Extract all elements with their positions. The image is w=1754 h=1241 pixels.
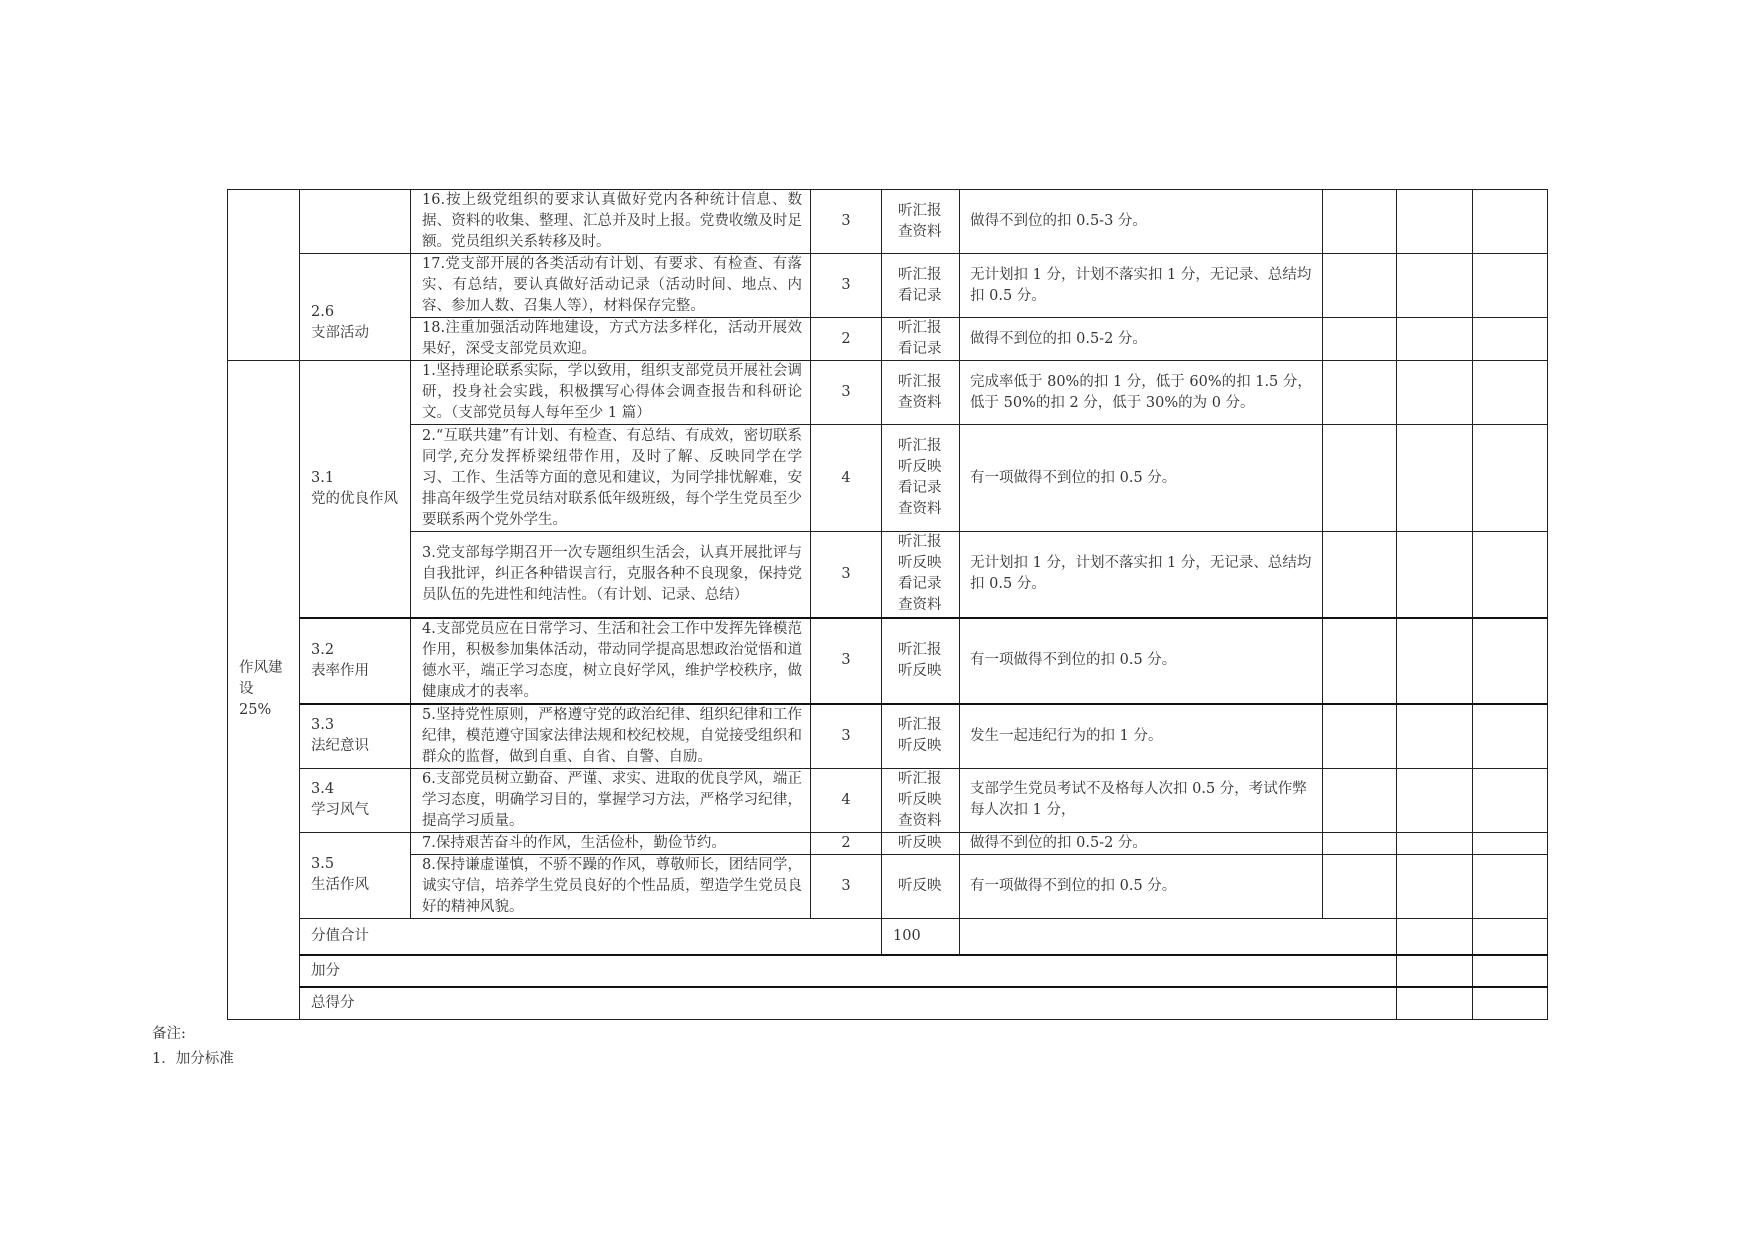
score-cell: 2 — [811, 832, 882, 854]
content-cell: 18.注重加强活动阵地建设，方式方法多样化，活动开展效果好，深受支部党员欢迎。 — [411, 318, 811, 361]
method-cell: 听汇报 看记录 — [882, 254, 960, 318]
total-label: 分值合计 — [300, 918, 882, 955]
subcategory-cell: 3.4 学习风气 — [300, 768, 411, 832]
content-cell: 8.保持谦虚谨慎，不骄不躁的作风，尊敬师长，团结同学，诚实守信，培养学生党员良好的个性品质，塑造学生党员良好的精神风貌。 — [411, 854, 811, 918]
score-blank-1 — [1397, 918, 1473, 955]
score-cell: 4 — [811, 425, 882, 532]
notes — [152, 1022, 234, 1072]
content-cell: 4.支部党员应在日常学习、生活和社会工作中发挥先锋模范作用，积极参加集体活动，带动同学提高思想政治觉悟和道德水平，端正学习态度，树立良好学风，维护学校秩序，做健康成才的表率。 — [411, 618, 811, 704]
standard-cell: 支部学生党员考试不及格每人次扣 0.5 分，考试作弊每人次扣 1 分， — [960, 768, 1323, 832]
content-cell: 17.党支部开展的各类活动有计划、有要求、有检查、有落实、有总结，要认真做好活动记录（活动时间、地点、内容、参加人数、召集人等），材料保存完整。 — [411, 254, 811, 318]
score-blank-1 — [1323, 532, 1397, 618]
score-cell: 3 — [811, 618, 882, 704]
score-blank-1 — [1323, 704, 1397, 769]
subcategory-cell: 3.3 法纪意识 — [300, 704, 411, 769]
method-cell: 听汇报 查资料 — [882, 361, 960, 425]
score-blank-3 — [1473, 425, 1548, 532]
standard-cell: 有一项做得不到位的扣 0.5 分。 — [960, 854, 1323, 918]
score-blank-2 — [1397, 318, 1473, 361]
score-cell: 3 — [811, 190, 882, 254]
score-cell: 2 — [811, 318, 882, 361]
table-row — [228, 254, 1548, 318]
score-blank-1 — [1323, 425, 1397, 532]
score-blank-3 — [1473, 832, 1548, 854]
notes-item: 1．加分标准 — [152, 1051, 234, 1067]
subcategory-cell: 2.6 支部活动 — [300, 254, 411, 361]
score-blank-1 — [1323, 854, 1397, 918]
sum-row — [228, 987, 1548, 1019]
score-cell: 3 — [811, 704, 882, 769]
table-row — [228, 768, 1548, 832]
table-row — [228, 190, 1548, 254]
score-blank-1 — [1323, 832, 1397, 854]
score-blank-2 — [1397, 361, 1473, 425]
content-cell: 16.按上级党组织的要求认真做好党内各种统计信息、数据、资料的收集、整理、汇总并及时上报。党费收缴及时足额。党员组织关系转移及时。 — [411, 190, 811, 254]
total-row — [228, 918, 1548, 955]
score-blank-1 — [1323, 318, 1397, 361]
score-blank-2 — [1473, 955, 1548, 987]
score-blank-2 — [1473, 918, 1548, 955]
standard-cell: 发生一起违纪行为的扣 1 分。 — [960, 704, 1323, 769]
score-cell: 3 — [811, 532, 882, 618]
score-blank-3 — [1473, 361, 1548, 425]
bonus-label: 加分 — [300, 955, 1397, 987]
method-cell: 听汇报 看记录 — [882, 318, 960, 361]
score-blank-1 — [1397, 955, 1473, 987]
score-cell: 3 — [811, 361, 882, 425]
content-cell: 7.保持艰苦奋斗的作风，生活俭朴，勤俭节约。 — [411, 832, 811, 854]
evaluation-table — [227, 189, 1548, 1020]
score-blank-2 — [1397, 704, 1473, 769]
score-blank-3 — [1473, 854, 1548, 918]
score-blank-1 — [1323, 618, 1397, 704]
content-cell: 6.支部党员树立勤奋、严谨、求实、进取的优良学风，端正学习态度，明确学习目的，掌握学习方法，严格学习纪律，提高学习质量。 — [411, 768, 811, 832]
subcategory-cell-empty — [300, 190, 411, 254]
content-cell: 1.坚持理论联系实际，学以致用，组织支部党员开展社会调研，投身社会实践，积极撰写心得体会调查报告和科研论文。（支部党员每人每年至少 1 篇） — [411, 361, 811, 425]
score-blank-3 — [1473, 768, 1548, 832]
method-cell: 听反映 — [882, 854, 960, 918]
total-value: 100 — [882, 918, 960, 955]
table-row — [228, 854, 1548, 918]
standard-cell: 做得不到位的扣 0.5-3 分。 — [960, 190, 1323, 254]
score-blank-3 — [1473, 318, 1548, 361]
score-blank-3 — [1473, 190, 1548, 254]
table-row — [228, 318, 1548, 361]
table-row — [228, 361, 1548, 425]
method-cell: 听汇报 听反映 查资料 — [882, 768, 960, 832]
score-blank-2 — [1397, 832, 1473, 854]
table-row — [228, 425, 1548, 532]
table-row — [228, 832, 1548, 854]
score-blank-2 — [1397, 254, 1473, 318]
score-blank-1 — [1323, 190, 1397, 254]
score-blank-2 — [1397, 425, 1473, 532]
table-row — [228, 704, 1548, 769]
score-blank-2 — [1473, 987, 1548, 1019]
score-cell: 3 — [811, 254, 882, 318]
method-cell: 听汇报 查资料 — [882, 190, 960, 254]
score-blank-2 — [1397, 618, 1473, 704]
method-cell: 听汇报 听反映 看记录 查资料 — [882, 532, 960, 618]
score-blank-2 — [1397, 532, 1473, 618]
score-blank-1 — [1323, 768, 1397, 832]
table-row — [228, 532, 1548, 618]
standard-cell: 无计划扣 1 分，计划不落实扣 1 分，无记录、总结均扣 0.5 分。 — [960, 254, 1323, 318]
category-cell-empty — [228, 190, 300, 361]
subcategory-cell: 3.2 表率作用 — [300, 618, 411, 704]
subcategory-cell: 3.1 党的优良作风 — [300, 361, 411, 618]
method-cell: 听反映 — [882, 832, 960, 854]
score-blank-3 — [1473, 532, 1548, 618]
content-cell: 2.“互联共建”有计划、有检查、有总结、有成效，密切联系同学,充分发挥桥梁纽带作用，及时了解、反映同学在学习、工作、生活等方面的意见和建议，为同学排忧解难，安排高年级学生党员结对联系低年级班级，每个学生党员至少要联系两个党外学生。 — [411, 425, 811, 532]
method-cell: 听汇报 听反映 — [882, 618, 960, 704]
standard-cell: 无计划扣 1 分，计划不落实扣 1 分，无记录、总结均扣 0.5 分。 — [960, 532, 1323, 618]
score-blank-3 — [1473, 704, 1548, 769]
standard-cell: 做得不到位的扣 0.5-2 分。 — [960, 318, 1323, 361]
standard-cell: 完成率低于 80%的扣 1 分，低于 60%的扣 1.5 分，低于 50%的扣 2 分，低于 30%的为 0 分。 — [960, 361, 1323, 425]
total-empty — [960, 918, 1397, 955]
standard-cell: 有一项做得不到位的扣 0.5 分。 — [960, 618, 1323, 704]
category-cell: 作风建设 25% — [228, 361, 300, 1020]
score-blank-3 — [1473, 254, 1548, 318]
standard-cell: 有一项做得不到位的扣 0.5 分。 — [960, 425, 1323, 532]
score-blank-2 — [1397, 854, 1473, 918]
score-cell: 4 — [811, 768, 882, 832]
method-cell: 听汇报 听反映 — [882, 704, 960, 769]
subcategory-cell: 3.5 生活作风 — [300, 832, 411, 918]
score-blank-1 — [1397, 987, 1473, 1019]
table-row — [228, 618, 1548, 704]
content-cell: 3.党支部每学期召开一次专题组织生活会，认真开展批评与自我批评，纠正各种错误言行，克服各种不良现象，保持党员队伍的先进性和纯洁性。（有计划、记录、总结） — [411, 532, 811, 618]
method-cell: 听汇报 听反映 看记录 查资料 — [882, 425, 960, 532]
content-cell: 5.坚持党性原则，严格遵守党的政治纪律、组织纪律和工作纪律，模范遵守国家法律法规和校纪校规，自觉接受组织和群众的监督，做到自重、自省、自警、自励。 — [411, 704, 811, 769]
score-blank-3 — [1473, 618, 1548, 704]
standard-cell: 做得不到位的扣 0.5-2 分。 — [960, 832, 1323, 854]
score-blank-2 — [1397, 190, 1473, 254]
bonus-row — [228, 955, 1548, 987]
score-blank-1 — [1323, 254, 1397, 318]
notes-title: 备注: — [152, 1026, 186, 1042]
score-cell: 3 — [811, 854, 882, 918]
score-blank-2 — [1397, 768, 1473, 832]
sum-label: 总得分 — [300, 987, 1397, 1019]
score-blank-1 — [1323, 361, 1397, 425]
